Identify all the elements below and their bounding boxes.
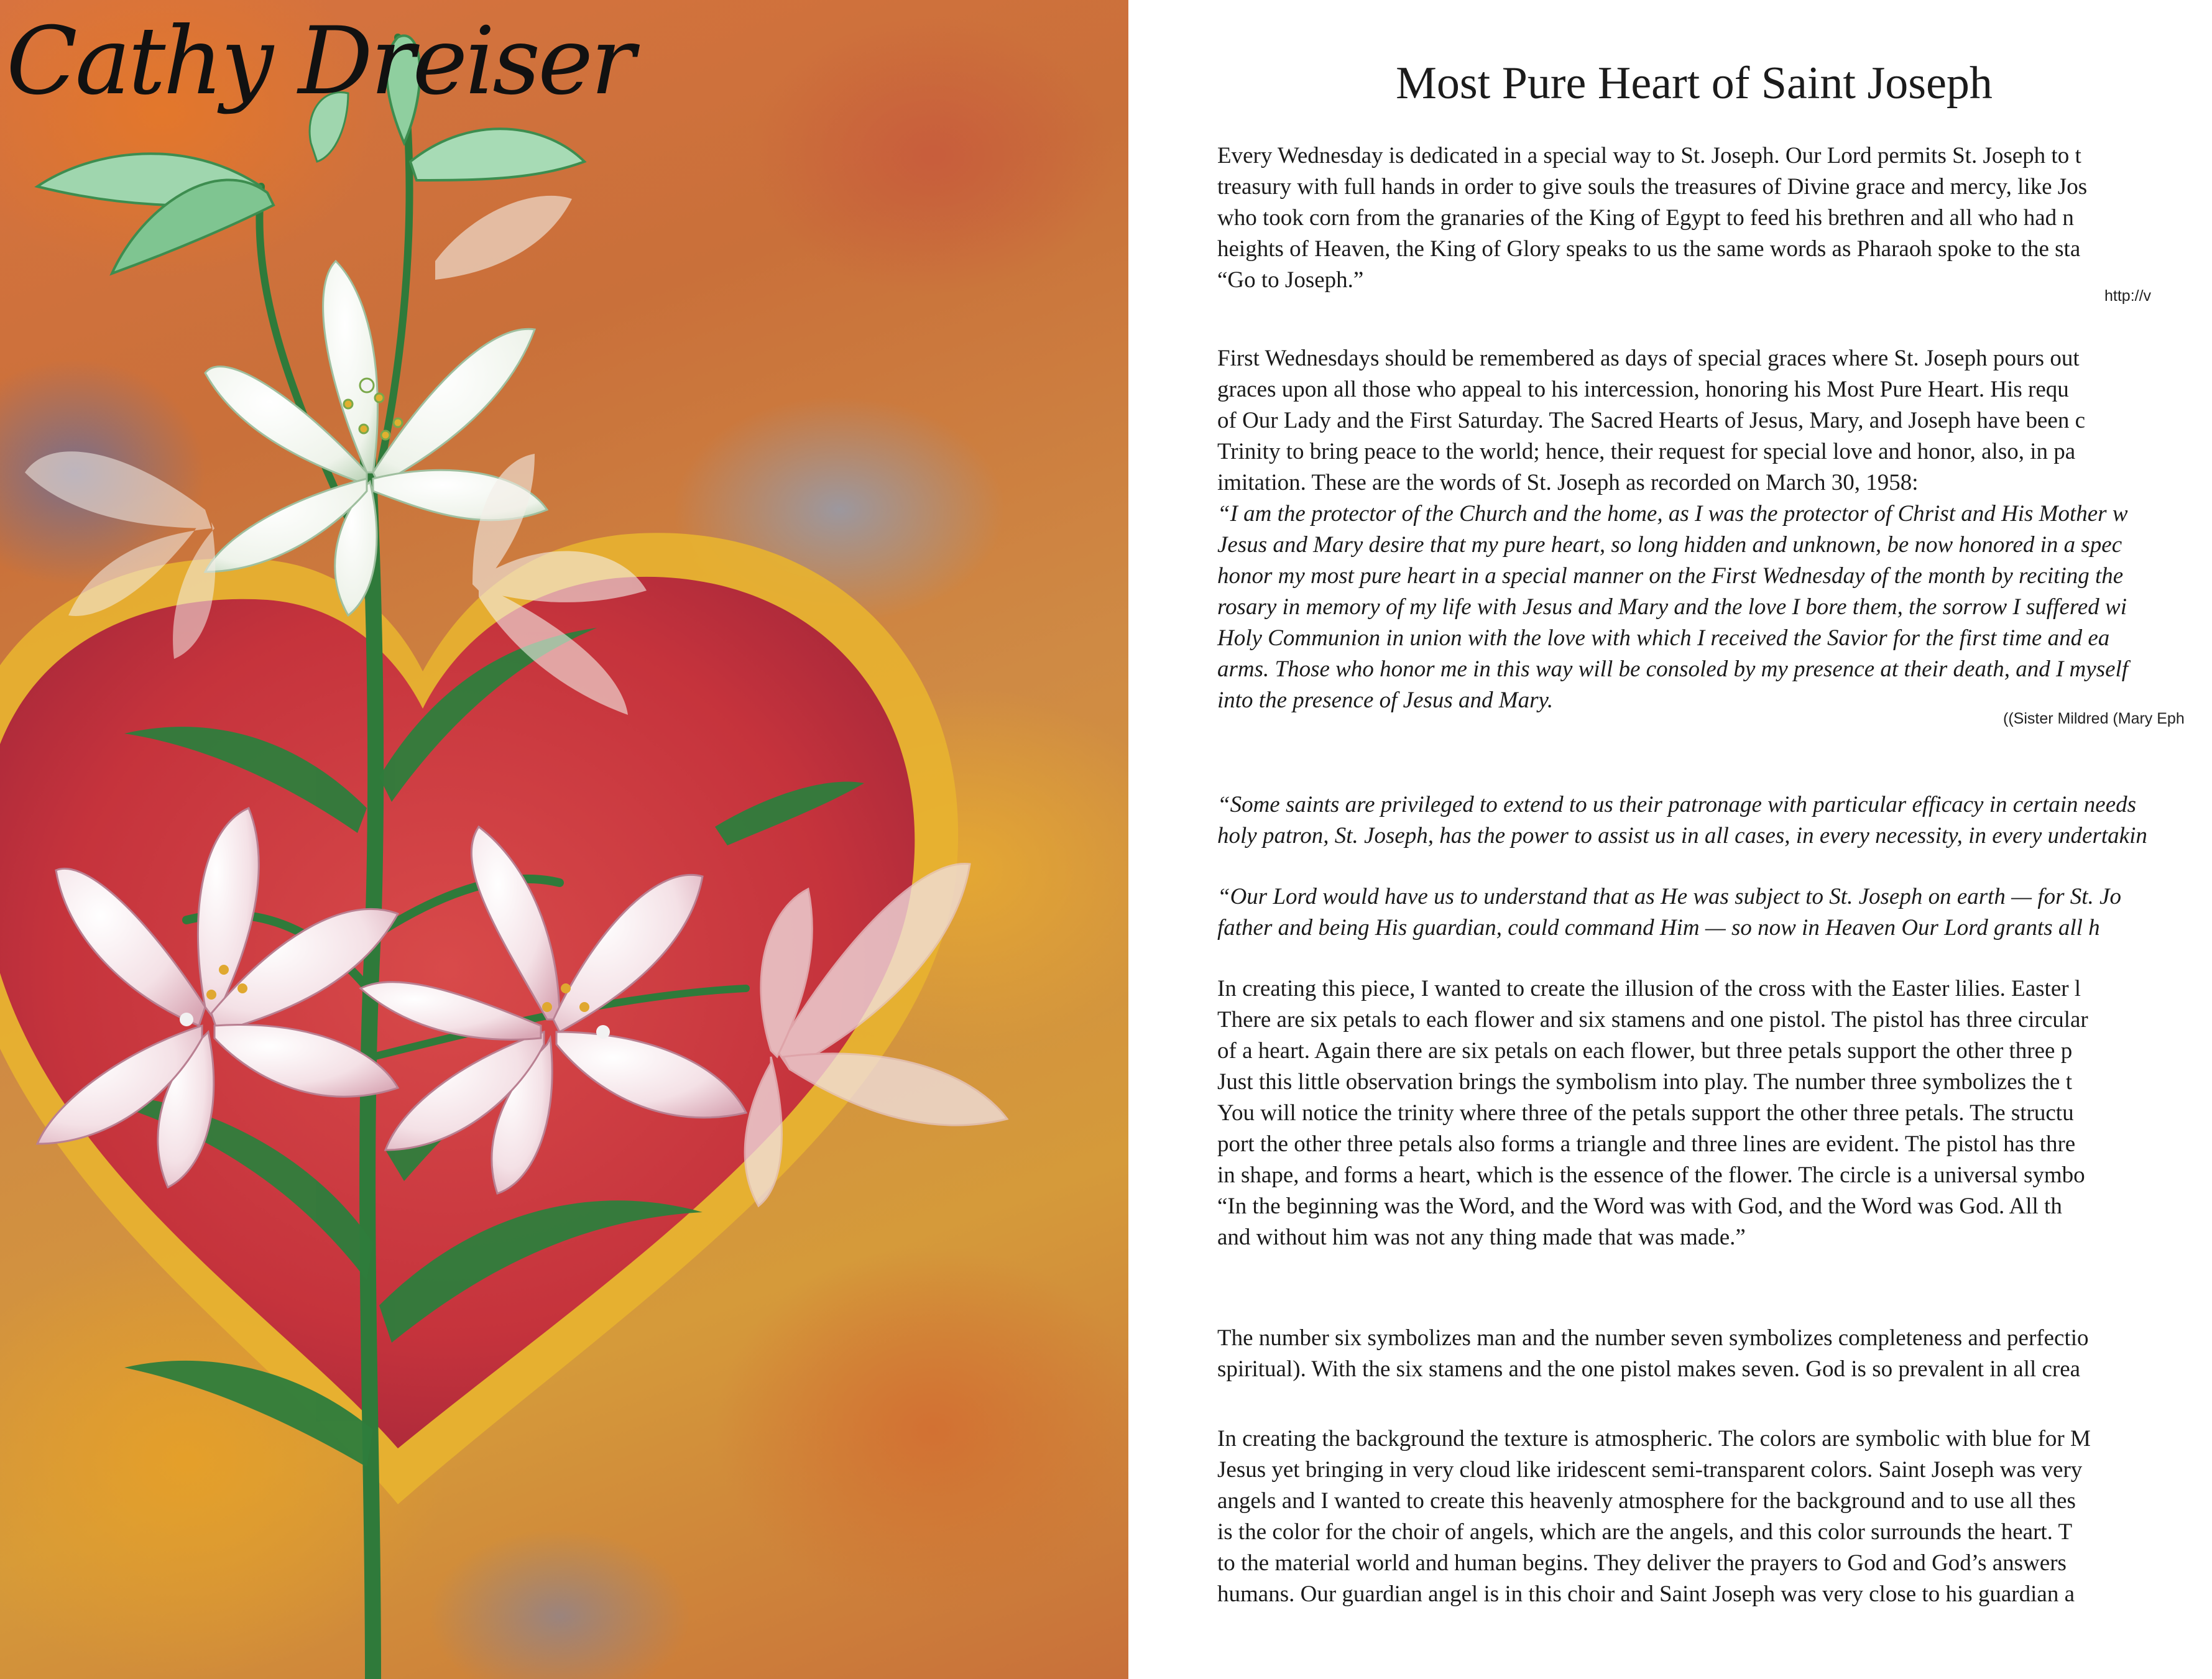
text-line: treasury with full hands in order to give souls the treasures of Divine grace and mercy, like Jos: [1217, 174, 2088, 200]
quote-our-lord: [1217, 881, 2212, 944]
text-line: imitation. These are the words of St. Joseph as recorded on March 30, 1958:: [1217, 470, 1919, 495]
text-line: In creating the background the texture is atmospheric. The colors are symbolic with blue for M: [1217, 1426, 2091, 1451]
text-line: spiritual). With the six stamens and the one pistol makes seven. God is so prevalent in all crea: [1217, 1356, 2081, 1382]
paragraph-creating-piece: [1217, 973, 2212, 1067]
text-line: who took corn from the granaries of the King of Egypt to feed his brethren and all who had n: [1217, 205, 2074, 231]
text-line: heights of Heaven, the King of Glory speaks to us the same words as Pharaoh spoke to the sta: [1217, 236, 2081, 262]
quote-line: Jesus and Mary desire that my pure heart, so long hidden and unknown, be now honored in a spec: [1217, 532, 2122, 558]
paragraph-first-wednesdays: [1217, 343, 2212, 716]
text-line: and without him was not any thing made that was made.”: [1217, 1225, 1746, 1250]
text-line: Jesus yet bringing in very cloud like iridescent semi-transparent colors. Saint Joseph was very: [1217, 1457, 2083, 1483]
quote-line: father and being His guardian, could command Him — so now in Heaven Our Lord grants all h: [1217, 915, 2100, 941]
quote-line: “Some saints are privileged to extend to us their patronage with particular efficacy in certain needs: [1217, 792, 2137, 817]
quote-line: into the presence of Jesus and Mary.: [1217, 688, 1554, 713]
text-line: You will notice the trinity where three of the petals support the other three petals. The structu: [1217, 1100, 2074, 1126]
text-line: First Wednesdays should be remembered as days of special graces where St. Joseph pours out: [1217, 346, 2080, 371]
text-line: “In the beginning was the Word, and the Word was with God, and the Word was God. All th: [1217, 1194, 2062, 1219]
text-line: of Our Lady and the First Saturday. The Sacred Hearts of Jesus, Mary, and Joseph have been c: [1217, 408, 2086, 433]
text-line: of a heart. Again there are six petals on each flower, but three petals support the other three p: [1217, 1038, 2073, 1064]
quote-line: “Our Lord would have us to understand that as He was subject to St. Joseph on earth — for St. Jo: [1217, 884, 2121, 909]
quote-line: rosary in memory of my life with Jesus and Mary and the love I bore them, the sorrow I suffered wi: [1217, 594, 2127, 620]
paragraph-symbolism: [1217, 1067, 2212, 1253]
text-line: Just this little observation brings the symbolism into play. The number three symbolizes the t: [1217, 1069, 2072, 1095]
page-title: Most Pure Heart of Saint Joseph: [1396, 58, 1993, 109]
text-line: to the material world and human begins. They deliver the prayers to God and God’s answers: [1217, 1550, 2067, 1576]
quote-some-saints: [1217, 789, 2212, 852]
quote-line: holy patron, St. Joseph, has the power to assist us in all cases, in every necessity, in every undertakin: [1217, 823, 2147, 849]
text-line: Every Wednesday is dedicated in a special way to St. Joseph. Our Lord permits St. Joseph to t: [1217, 143, 2081, 168]
quote-line: arms. Those who honor me in this way will be consoled by my presence at their death, and I myself: [1217, 656, 2129, 682]
text-line: The number six symbolizes man and the number seven symbolizes completeness and perfectio: [1217, 1325, 2089, 1351]
signature-text: Cathy Dreiser: [6, 7, 633, 116]
quote-line: “I am the protector of the Church and the home, as I was the protector of Christ and His Mother w: [1217, 501, 2128, 527]
text-line: port the other three petals also forms a triangle and three lines are evident. The pistol has thre: [1217, 1131, 2076, 1157]
text-line: is the color for the choir of angels, which are the angels, and this color surrounds the heart. T: [1217, 1519, 2073, 1545]
source-citation-sister-mildred: ((Sister Mildred (Mary Eph: [2003, 710, 2185, 727]
text-line: humans. Our guardian angel is in this choir and Saint Joseph was very close to his guardian a: [1217, 1581, 2075, 1607]
text-line: There are six petals to each flower and six stamens and one pistol. The pistol has three circular: [1217, 1007, 2088, 1033]
artist-signature: [0, 0, 633, 124]
source-citation-url: http://v: [2104, 287, 2152, 305]
quote-line: Holy Communion in union with the love with which I received the Savior for the first time and ea: [1217, 625, 2110, 651]
quote-line: honor my most pure heart in a special manner on the First Wednesday of the month by reciting the: [1217, 563, 2124, 589]
article-page: [1128, 0, 2185, 1679]
text-line: Trinity to bring peace to the world; hence, their request for special love and honor, also, in pa: [1217, 439, 2076, 464]
text-line: angels and I wanted to create this heavenly atmosphere for the background and to use all thes: [1217, 1488, 2076, 1514]
paragraph-background: [1217, 1424, 2212, 1610]
paragraph-number-six: [1217, 1323, 2212, 1385]
text-line: graces upon all those who appeal to his intercession, honoring his Most Pure Heart. His requ: [1217, 377, 2069, 402]
text-line: In creating this piece, I wanted to create the illusion of the cross with the Easter lilies. Easter l: [1217, 976, 2081, 1001]
text-line: in shape, and forms a heart, which is the essence of the flower. The circle is a universal symbo: [1217, 1162, 2085, 1188]
paragraph-wednesday: [1217, 140, 2212, 296]
text-line: “Go to Joseph.”: [1217, 267, 1364, 293]
